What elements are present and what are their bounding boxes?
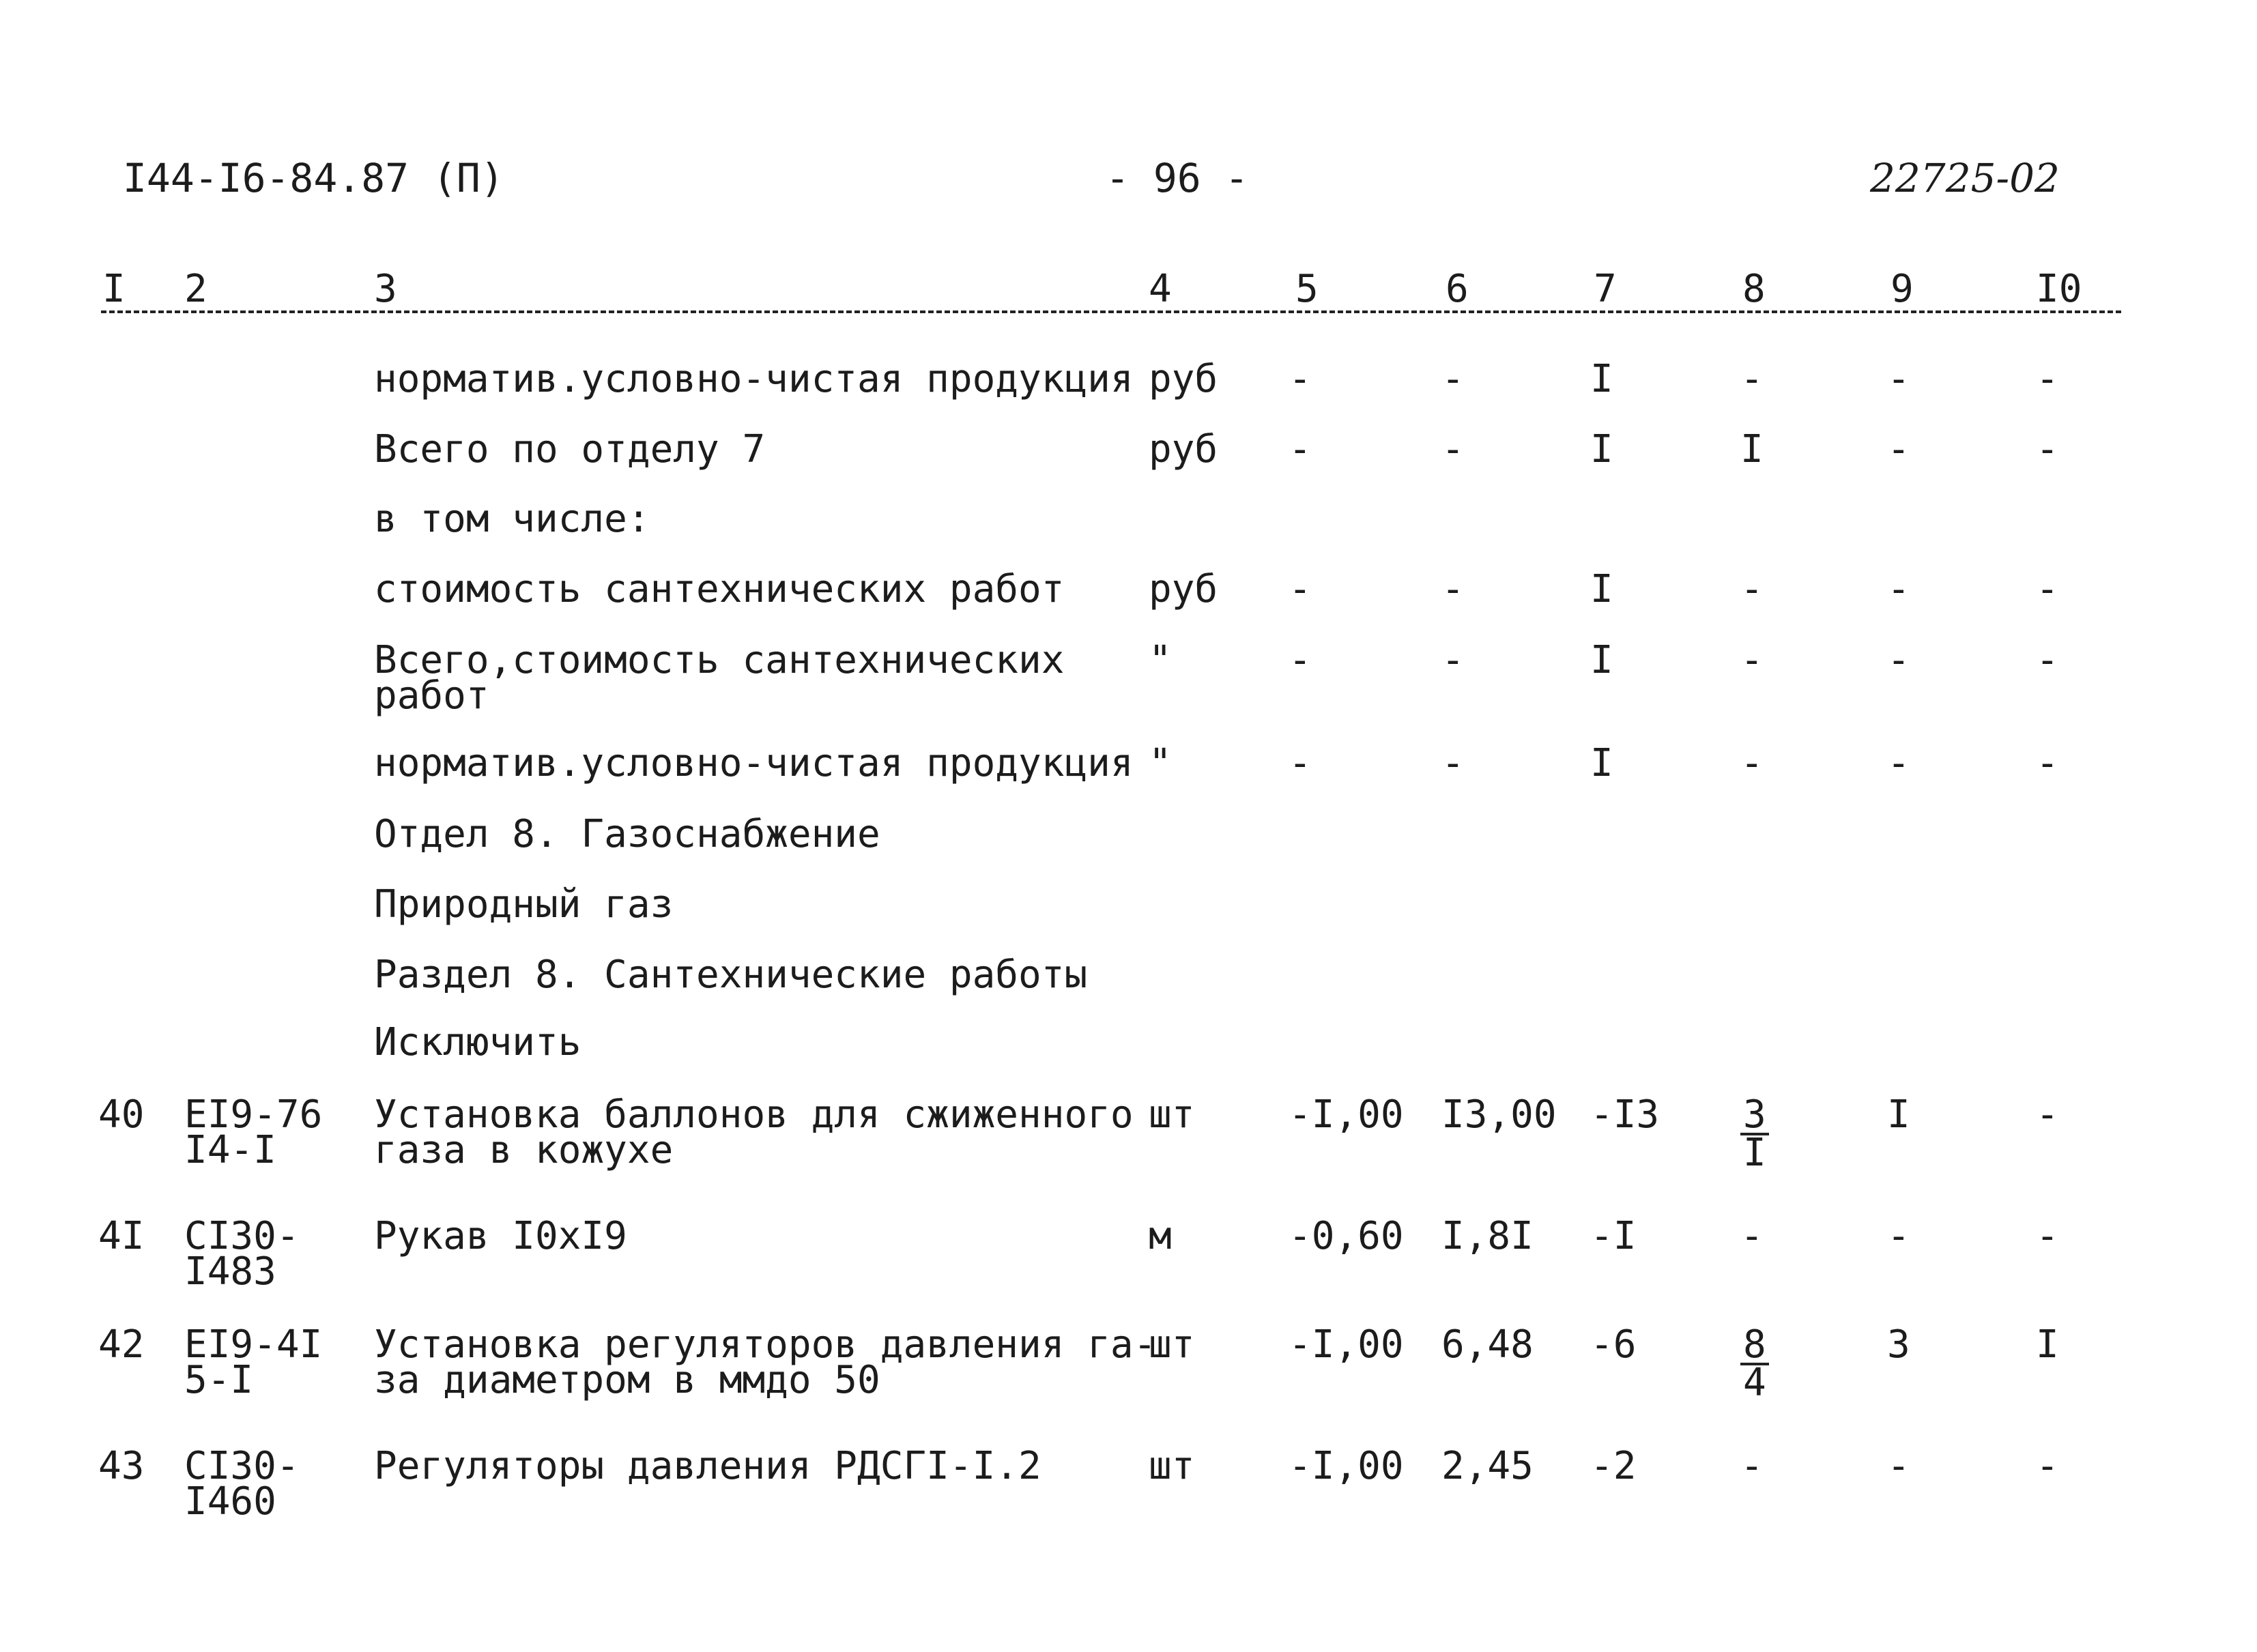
cell-col-3: Всего по отделу 7 xyxy=(374,427,766,472)
cell-col-3: Исключить xyxy=(374,1020,581,1064)
cell-col-10: - xyxy=(2036,427,2059,472)
cell-col-4: руб xyxy=(1149,567,1218,611)
cell-col-1: 4I xyxy=(98,1214,145,1258)
cell-col-10: I xyxy=(2036,1322,2059,1367)
cell-col-10: - xyxy=(2036,1214,2059,1258)
cell-col-5: -I,00 xyxy=(1289,1092,1404,1137)
cell-col-5: - xyxy=(1289,427,1312,472)
cell-col-6: - xyxy=(1441,567,1465,611)
table-row xyxy=(0,638,2257,718)
cell-col-3: Установка регуляторов давления га- за диаметром в ммдо 50 xyxy=(374,1322,1157,1402)
cell-col-9: - xyxy=(1887,1214,1910,1258)
column-number: 7 xyxy=(1594,267,1617,311)
cell-col-3: Всего,стоимость сантехнических работ xyxy=(374,638,1065,718)
column-number: 3 xyxy=(374,267,397,311)
cell-col-3: Установка баллонов для сжиженного газа в кожухе xyxy=(374,1092,1134,1172)
cell-col-8: - xyxy=(1740,1444,1764,1488)
cell-col-9: - xyxy=(1887,741,1910,785)
cell-col-1: 43 xyxy=(98,1444,145,1488)
cell-col-2: EI9-76 I4-I xyxy=(184,1092,323,1172)
table-row xyxy=(0,1214,2257,1294)
cell-col-5: - xyxy=(1289,741,1312,785)
cell-col-3: норматив.условно-чистая продукция xyxy=(374,357,1134,401)
cell-col-10: - xyxy=(2036,567,2059,611)
column-number: 5 xyxy=(1295,267,1319,311)
cell-col-9: - xyxy=(1887,357,1910,401)
table-row xyxy=(0,812,2257,892)
table-row xyxy=(0,427,2257,507)
cell-col-9: - xyxy=(1887,1444,1910,1488)
cell-col-3: Отдел 8. Газоснабжение xyxy=(374,812,880,856)
cell-col-7: I xyxy=(1590,741,1613,785)
cell-col-5: - xyxy=(1289,567,1312,611)
cell-col-1: 40 xyxy=(98,1092,145,1137)
cell-col-9: - xyxy=(1887,638,1910,682)
page-number: - 96 - xyxy=(1106,155,1249,201)
column-number: 9 xyxy=(1891,267,1914,311)
cell-col-3: в том числе: xyxy=(374,497,650,541)
cell-col-7: I xyxy=(1590,638,1613,682)
column-number: 4 xyxy=(1149,267,1172,311)
cell-col-8: - xyxy=(1740,567,1764,611)
cell-col-7: -I xyxy=(1590,1214,1637,1258)
fraction-denominator: 4 xyxy=(1743,1361,1766,1405)
cell-col-4: шт xyxy=(1149,1444,1195,1488)
cell-col-6: 6,48 xyxy=(1441,1322,1534,1367)
cell-col-5: -0,60 xyxy=(1289,1214,1404,1258)
column-number: 6 xyxy=(1446,267,1469,311)
cell-col-3: Рукав I0xI9 xyxy=(374,1214,627,1258)
table-row xyxy=(0,357,2257,437)
cell-col-10: - xyxy=(2036,741,2059,785)
cell-col-6: - xyxy=(1441,638,1465,682)
cell-col-10: - xyxy=(2036,1092,2059,1137)
cell-col-8: - xyxy=(1740,741,1764,785)
cell-col-3: стоимость сантехнических работ xyxy=(374,567,1065,611)
cell-col-3: Регуляторы давления РДСГI-I.2 xyxy=(374,1444,1041,1488)
column-number: 8 xyxy=(1742,267,1766,311)
cell-col-2: CI30- I483 xyxy=(184,1214,300,1294)
cell-col-4: " xyxy=(1149,741,1172,785)
table-row xyxy=(0,497,2257,577)
cell-col-2: CI30- I460 xyxy=(184,1444,300,1524)
table-row xyxy=(0,1020,2257,1100)
cell-col-8: - xyxy=(1740,638,1764,682)
cell-col-6: - xyxy=(1441,427,1465,472)
cell-col-3: Раздел 8. Сантехнические работы xyxy=(374,953,1088,997)
fraction-value xyxy=(1740,1322,1769,1405)
cell-col-6: I3,00 xyxy=(1441,1092,1557,1137)
cell-col-8 xyxy=(1740,1092,1769,1175)
cell-col-9: - xyxy=(1887,567,1910,611)
cell-col-7: -I3 xyxy=(1590,1092,1660,1137)
cell-col-6: - xyxy=(1441,357,1465,401)
cell-col-5: - xyxy=(1289,638,1312,682)
cell-col-4: " xyxy=(1149,638,1172,682)
cell-col-9: 3 xyxy=(1887,1322,1910,1367)
fraction-denominator: I xyxy=(1743,1131,1766,1175)
table-row xyxy=(0,741,2257,821)
cell-col-8 xyxy=(1740,1322,1769,1405)
cell-col-8: - xyxy=(1740,1214,1764,1258)
cell-col-2: EI9-4I 5-I xyxy=(184,1322,323,1402)
header-dashed-rule xyxy=(101,310,2121,313)
cell-col-7: -2 xyxy=(1590,1444,1637,1488)
cell-col-3: норматив.условно-чистая продукция xyxy=(374,741,1134,785)
cell-col-7: I xyxy=(1590,567,1613,611)
cell-col-5: -I,00 xyxy=(1289,1444,1404,1488)
cell-col-5: - xyxy=(1289,357,1312,401)
fraction-numerator: 3 xyxy=(1740,1097,1769,1135)
cell-col-9: I xyxy=(1887,1092,1910,1137)
cell-col-6: 2,45 xyxy=(1441,1444,1534,1488)
cell-col-10: - xyxy=(2036,1444,2059,1488)
cell-col-10: - xyxy=(2036,638,2059,682)
cell-col-4: руб xyxy=(1149,427,1218,472)
cell-col-4: м xyxy=(1149,1214,1172,1258)
table-row xyxy=(0,953,2257,1032)
cell-col-10: - xyxy=(2036,357,2059,401)
column-number: I0 xyxy=(2036,267,2082,311)
cell-col-4: руб xyxy=(1149,357,1218,401)
table-row xyxy=(0,1322,2257,1405)
cell-col-6: - xyxy=(1441,741,1465,785)
cell-col-3: Природный газ xyxy=(374,882,674,927)
fraction-numerator: 8 xyxy=(1740,1327,1769,1365)
cell-col-9: - xyxy=(1887,427,1910,472)
table-row xyxy=(0,567,2257,647)
reference-number: 22725-02 xyxy=(1870,155,2060,201)
cell-col-5: -I,00 xyxy=(1289,1322,1404,1367)
table-row xyxy=(0,1092,2257,1175)
cell-col-1: 42 xyxy=(98,1322,145,1367)
fraction-value xyxy=(1740,1092,1769,1175)
cell-col-8: - xyxy=(1740,357,1764,401)
cell-col-4: шт xyxy=(1149,1322,1195,1367)
column-number: I xyxy=(102,267,126,311)
column-number: 2 xyxy=(184,267,207,311)
cell-col-4: шт xyxy=(1149,1092,1195,1137)
cell-col-6: I,8I xyxy=(1441,1214,1534,1258)
cell-col-7: I xyxy=(1590,357,1613,401)
cell-col-8: I xyxy=(1740,427,1764,472)
cell-col-7: -6 xyxy=(1590,1322,1637,1367)
table-row xyxy=(0,1444,2257,1524)
document-code: I44-I6-84.87 (П) xyxy=(123,155,504,201)
cell-col-7: I xyxy=(1590,427,1613,472)
table-row xyxy=(0,882,2257,962)
